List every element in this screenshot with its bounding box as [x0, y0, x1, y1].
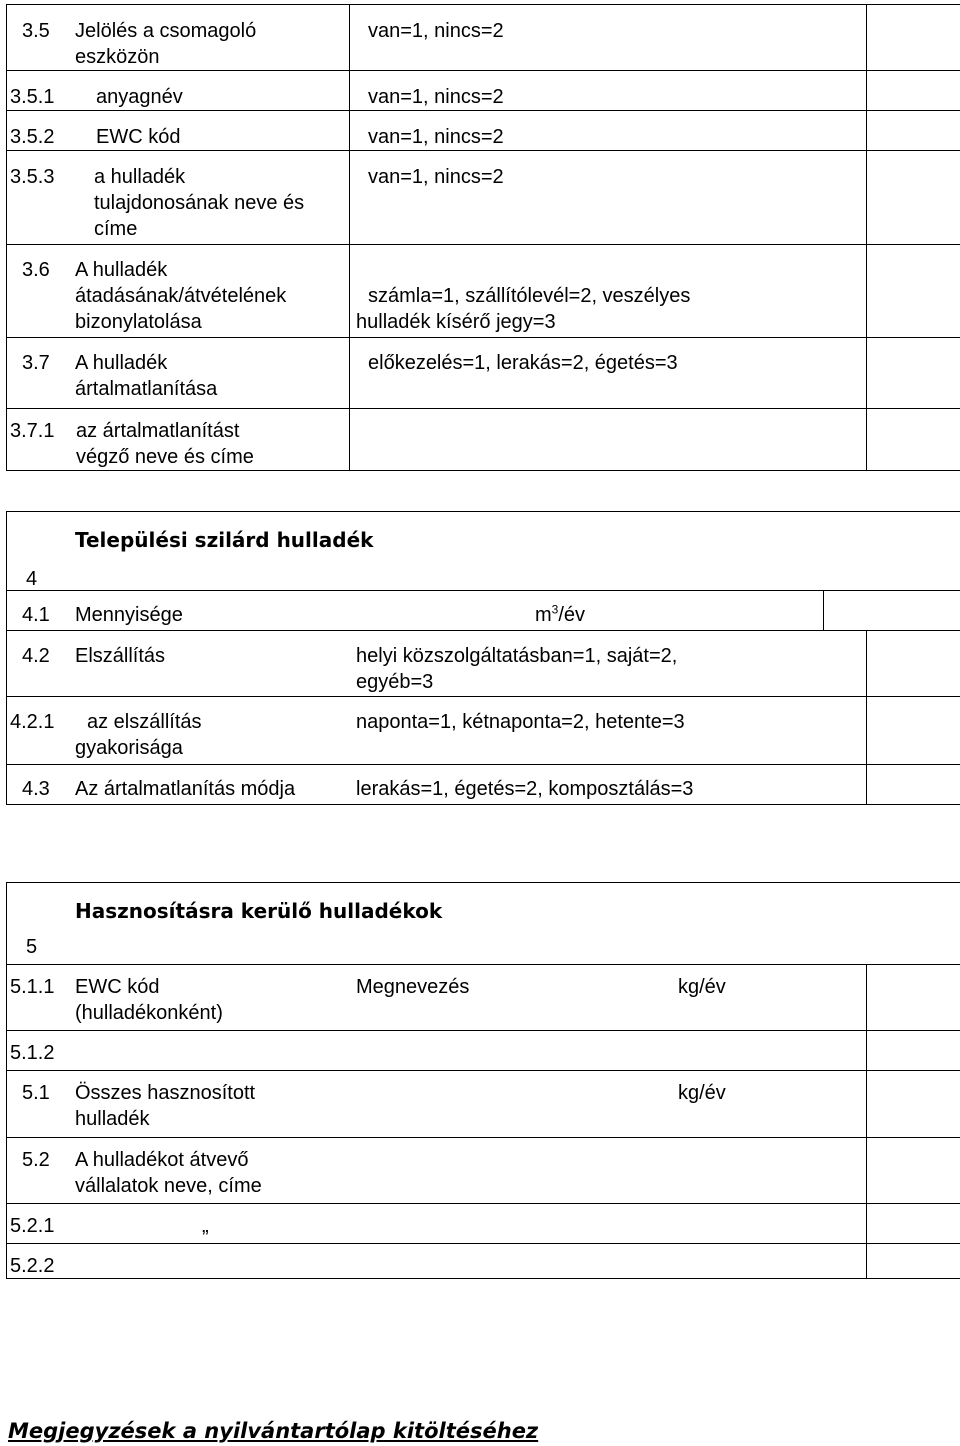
ditto-mark: „	[202, 1215, 209, 1237]
row-label: Jelölés a csomagoló eszközön	[75, 20, 257, 68]
row-label: Összes hasznosított hulladék	[75, 1082, 256, 1130]
row-number: 3.7	[22, 352, 50, 374]
section-title: Hasznosításra kerülő hulladékok	[75, 899, 443, 923]
row-number: 3.5.1	[10, 86, 55, 108]
row-number: 5.2.2	[10, 1255, 55, 1277]
row-value: van=1, nincs=2	[368, 86, 504, 108]
section-number: 5	[26, 936, 38, 958]
row-value: helyi közszolgáltatásban=1, saját=2, egyéb=3	[356, 645, 678, 693]
row-number: 4.3	[22, 778, 50, 800]
row-value: van=1, nincs=2	[368, 20, 504, 42]
row-label: A hulladékot átvevő vállalatok neve, címe	[75, 1149, 262, 1197]
unit-m3-per-year	[535, 602, 585, 628]
row-label: Mennyisége	[75, 604, 183, 626]
row-number: 4.1	[22, 604, 50, 626]
unit-base: m	[535, 604, 552, 626]
row-number: 5.2	[22, 1149, 50, 1171]
row-value: lerakás=1, égetés=2, komposztálás=3	[356, 778, 694, 800]
row-number: 5.1	[22, 1082, 50, 1104]
row-value	[356, 257, 690, 335]
row-label: Az ártalmatlanítás módja	[75, 778, 296, 800]
row-label: a hulladék tulajdonosának neve és címe	[94, 166, 305, 240]
row-value: van=1, nincs=2	[368, 166, 504, 188]
row-number: 3.7.1	[10, 420, 55, 442]
row-number: 4.2	[22, 645, 50, 667]
row-number: 3.5	[22, 20, 50, 42]
row-label: A hulladék ártalmatlanítása	[75, 352, 218, 400]
row-label: EWC kód	[96, 126, 181, 148]
row-label-text: az elszállítás gyakorisága	[75, 711, 202, 759]
column-header-name: Megnevezés	[356, 976, 470, 998]
row-label: az ártalmatlanítást végző neve és címe	[76, 420, 254, 468]
row-label: anyagnév	[96, 86, 183, 108]
row-value: előkezelés=1, lerakás=2, égetés=3	[368, 352, 678, 374]
section-title: Települési szilárd hulladék	[75, 528, 374, 552]
unit-superscript: 3	[551, 602, 559, 617]
row-number: 5.2.1	[10, 1215, 55, 1237]
unit-rest: /év	[558, 604, 586, 626]
row-number: 3.6	[22, 259, 50, 281]
row-number: 3.5.2	[10, 126, 55, 148]
row-label	[75, 709, 202, 761]
row-unit: kg/év	[678, 1082, 726, 1104]
row-label: A hulladék átadásának/átvételének bizonylatolása	[75, 259, 287, 333]
row-value: naponta=1, kétnaponta=2, hetente=3	[356, 711, 685, 733]
row-number: 4.2.1	[10, 711, 55, 733]
row-label: Elszállítás	[75, 645, 166, 667]
column-header-unit: kg/év	[678, 976, 726, 998]
row-label: EWC kód (hulladékonként)	[75, 976, 223, 1024]
row-number: 5.1.2	[10, 1042, 55, 1064]
section-number: 4	[26, 568, 38, 590]
notes-heading: Megjegyzések a nyilvántartólap kitöltéséhez	[8, 1419, 539, 1443]
row-value-text: számla=1, szállítólevél=2, veszélyes hulladék kísérő jegy=3	[356, 285, 691, 333]
row-value: van=1, nincs=2	[368, 126, 504, 148]
row-number: 3.5.3	[10, 166, 55, 188]
row-number: 5.1.1	[10, 976, 55, 998]
